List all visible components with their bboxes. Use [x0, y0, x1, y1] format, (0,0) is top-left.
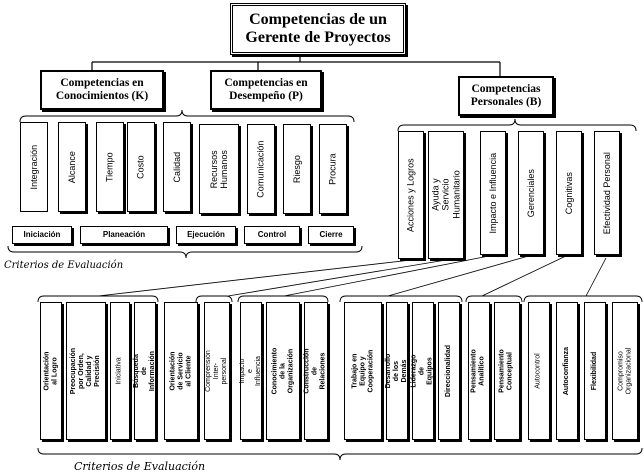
knowledge-item-label: Integración: [28, 144, 39, 190]
criterion-box: [412, 302, 434, 440]
criterion-box: [266, 302, 300, 440]
knowledge-item: [163, 122, 191, 212]
phase-box: [80, 226, 168, 244]
criterion-label: Iniciativa: [115, 357, 123, 385]
personal-item-label: Impacto e Influencia: [487, 152, 498, 234]
criterion-label: Pensamiento Analítico: [470, 349, 487, 393]
criterion-box: [584, 302, 606, 440]
phase-label: Iniciación: [23, 230, 61, 240]
criterion-label: Orientación de Servicio al Cliente: [168, 351, 193, 391]
criterion-box: [438, 302, 460, 440]
criterion-box: [240, 302, 262, 440]
criterion-label: Liderazgo de Equipos: [410, 354, 435, 388]
criterion-box: [528, 302, 550, 440]
criterion-box: [164, 302, 198, 440]
personal-item: [428, 131, 464, 259]
performance-item-label: Riesgo: [291, 154, 302, 184]
criterion-box: [468, 302, 490, 440]
criterion-box: [110, 302, 130, 440]
performance-item-label: Recursos Humanos: [208, 149, 230, 189]
criteria-label-bottom: Criterios de Evaluación: [74, 460, 206, 473]
diagram-title: [230, 3, 406, 55]
performance-item-label: Procura: [327, 153, 338, 185]
criterion-box: [204, 302, 230, 440]
criterion-label: Impacto e Influencia: [238, 356, 263, 386]
category-personal-line-1: Competencias: [471, 82, 541, 95]
phase-label: Ejecución: [187, 230, 225, 240]
category-performance-line-1: Competencias en: [224, 76, 308, 89]
criterion-label: Comprensión Inter-personal: [204, 350, 229, 392]
criterion-box: [612, 302, 638, 440]
criterion-label: Preocupación por Orden, Calidad y Precisión: [69, 347, 102, 395]
criterion-label: Construcción de Relaciones: [303, 348, 328, 394]
category-personal: [458, 76, 554, 116]
criterion-label: Pensamiento Conceptual: [498, 349, 515, 393]
performance-item-label: Comunicación: [255, 140, 266, 198]
criterion-box: [556, 302, 578, 440]
personal-item-label: Ayuda y Servicio Humanitario: [430, 170, 462, 220]
personal-item: [518, 131, 544, 255]
personal-item-label: Acciones y Logros: [405, 158, 416, 232]
criterion-box: [40, 302, 62, 440]
knowledge-item: [127, 122, 155, 212]
category-personal-line-2: Personales (B): [470, 96, 542, 108]
criterion-label: Desarrollo de los Demás: [384, 353, 409, 389]
phase-box: [308, 226, 354, 244]
criterion-label: Conocimiento de la Organización: [270, 347, 295, 395]
criterion-box: [386, 302, 408, 440]
criterion-box: [344, 302, 382, 440]
title-line-2: Gerente de Proyectos: [245, 29, 391, 46]
knowledge-item-label: Tiempo: [104, 152, 115, 182]
personal-item-label: Cognitivas: [563, 171, 574, 215]
phase-label: Control: [257, 230, 287, 240]
phase-label: Cierre: [319, 230, 343, 240]
knowledge-item-label: Calidad: [171, 151, 182, 183]
criterion-label: Flexibilidad: [590, 351, 598, 391]
category-knowledge-line-1: Competencias en: [60, 76, 144, 89]
criterion-label: Búsqueda de Información: [132, 350, 157, 392]
performance-item: [319, 124, 347, 214]
knowledge-item: [20, 122, 48, 212]
phase-label: Planeación: [102, 230, 146, 240]
phase-box: [176, 226, 236, 244]
criterion-label: Orientación al Logro: [42, 351, 58, 391]
phase-box: [12, 226, 72, 244]
criterion-box: [494, 302, 520, 440]
personal-item-label: Efectividad Personal: [601, 151, 612, 235]
personal-item: [398, 131, 424, 259]
personal-item: [480, 131, 506, 255]
category-performance-line-2: Desempeño (P): [229, 90, 303, 102]
criterion-label: Compromiso Organizacional: [616, 347, 633, 395]
performance-item: [199, 124, 239, 214]
personal-item: [594, 131, 620, 255]
criterion-label: Autocontrol: [534, 353, 542, 389]
category-knowledge: [40, 70, 164, 110]
knowledge-item-label: Alcance: [66, 150, 77, 184]
criterion-box: [66, 302, 106, 440]
knowledge-item-label: Costo: [135, 155, 146, 179]
personal-item-label: Gerenciales: [525, 168, 536, 218]
criterion-box: [304, 302, 328, 440]
performance-item: [283, 124, 311, 214]
criteria-label-top: Criterios de Evaluación: [4, 260, 124, 271]
category-knowledge-line-2: Conocimientos (K): [55, 90, 149, 102]
criterion-box: [134, 302, 156, 440]
personal-item: [556, 131, 582, 255]
criterion-label: Autoconfianza: [562, 346, 570, 396]
performance-item: [247, 124, 275, 214]
criterion-label: Direccionalidad: [444, 344, 452, 398]
knowledge-item: [58, 122, 86, 212]
category-performance: [210, 70, 322, 110]
knowledge-item: [96, 122, 124, 212]
phase-box: [244, 226, 300, 244]
criterion-label: Trabajo en Equipo y Cooperación: [350, 349, 375, 393]
title-line-1: Competencias de un: [249, 10, 387, 28]
